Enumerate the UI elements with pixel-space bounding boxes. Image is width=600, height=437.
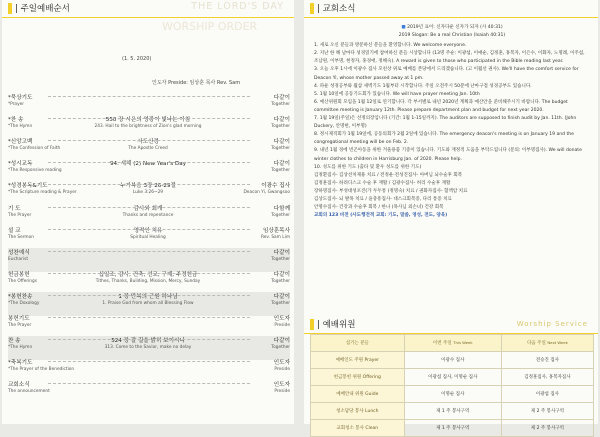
order-row [8,204,290,228]
order-k2: The Prayer [8,323,32,328]
worship-order-header [2,0,294,18]
order-k: 찬 송 [8,338,21,345]
order-r2: Together [271,345,290,351]
order-row [8,358,290,382]
order-k2: *The Prayer of the Benediction [8,367,75,373]
accent-bar [310,3,314,14]
order-k2: The Offerings [8,278,37,284]
news-item: 3. 오늘 오후 1시에 이광수 집사 모친상 위로 예배를 본당에서 드리겠습니다. (고 이월선 권사). We'll have the comfort service for Deacon Yi, whose mother passed away at 1 pm. [314,67,579,81]
order-k2: *The Hymn [8,124,33,130]
order-k: *봉헌찬송 [8,293,33,300]
table-cell-now: 제 1 주 봉사구역 [404,420,501,437]
service-header [304,316,598,334]
order-m: 524 장 갈 길을 밝히 보이시니 [111,338,185,345]
order-r: 다같이 [273,249,290,256]
order-k2: *The Responsive reading [8,168,62,174]
dot-leader [48,207,250,208]
dot-leader [48,273,250,274]
table-cell-next: 김정훈집사, 홍복자집사 [501,369,593,386]
ghost-subtitle: WORSHIP ORDER [162,20,258,33]
service-date: (1. 5. 2020) [122,56,152,62]
table-cell-now: 이광섭 집사, 이명순 집사 [404,369,501,386]
news-item: 장하명집사- 부성대성포진(가 두두통 (정명숙) 치료 / 권화자집사- 혈액암 치료 [314,188,468,194]
order-k: 헌금봉헌 [8,271,30,278]
news-item: 김상도집사- 뇌 발목 치료 / 윤충흥집사- 대스크회복증, 다리 통증 치료 [314,196,452,202]
order-m: 사도신경 [137,139,159,146]
order-r: 다함께 [273,205,290,212]
order-m2: 243. Hail to the brightness of Zion's glad morning [94,124,202,130]
order-m2: Spiritual Healing [130,234,166,240]
table-cell-role: 헌금봉헌 위원 Offering [311,369,405,386]
news-list [314,42,590,220]
col-header: 섬기는 분들 [311,335,405,352]
order-row [8,292,290,316]
order-k: *찬 송 [8,117,24,124]
news-header [304,0,598,18]
slogan-ko: ■ 2019년 표어: 신자다운 신자가 되자 (사 40:31) [401,25,503,30]
section-title: | 교회소식 [317,4,356,14]
order-k2: *The Scripture reading & Prayer [8,190,77,196]
dot-leader [48,383,250,384]
news-item: 7. 1월 19일(주일)은 선정의장입니다 (기간: 1월 1-15일까지). The auditors are supposed to finish audit by Jan. 11th. (John Duckery, 안명현, 이부명) [314,116,577,130]
order-r: 다같이 [273,117,290,124]
table-cell-now: 이명순 집사 [404,386,501,403]
order-row [8,380,290,404]
order-k: 성찬예식 [8,249,30,256]
preside-line: 인도자 Preside: 임상훈 목사 Rev. Sam [152,80,241,86]
order-m: 1 장 만복의 근원 하나님 [118,293,178,300]
service-table [310,334,594,437]
order-k2: Eucharist [8,256,29,262]
col-header: 다음 주일 Next Week [501,335,593,352]
news-item: 9. 내년 1월 경에 빈곤아동을 위한 겨울용품 기증이 있습니다. 기도와 재정적 도움을 부탁드립니다 (문의: 이부명집사). We will donate winter clothes to children in Harrisburg Jan. of 2020. Please help. [314,148,582,162]
order-row [8,226,290,250]
service-table-wrap [310,334,594,437]
accent-bar [310,319,314,330]
order-k: *묵상기도 [8,95,33,101]
dot-leader [48,118,250,119]
order-r2: Together [271,278,290,284]
news-item: 8. 정시제직회가 1월 19일에, 공동의회가 2월 2일에 있습니다. The emergency deacon's meeting is on January 19 and the congregational meeting will be on Feb. 2. [314,132,574,146]
right-page [304,0,598,431]
table-cell-next: 제 2 주 봉사구역 [501,420,593,437]
order-k2: *The Doxology [8,300,40,306]
table-row [311,386,594,403]
order-k: *성시교독 [8,161,33,168]
col-header: 이번 주일 This Week [404,335,501,352]
order-r: 인도자 [273,316,290,322]
order-row [8,137,290,161]
order-row [8,93,290,117]
dot-leader [48,339,250,340]
order-m2: The Apostle Creed [128,146,168,152]
order-k2: *Prayer [8,102,25,107]
order-r: 이광수 집사 [261,183,290,190]
ghost-title: Worship Service [516,320,588,328]
order-m: 누가복음 3장 26-29절 [120,183,176,190]
order-r2: Together [271,256,290,262]
table-header-row [311,335,594,352]
order-k2: The Prayer [8,212,32,218]
order-row [8,181,290,205]
table-cell-next: 전승진 집사 [501,352,593,369]
table-cell-next: 이광섭 집사 [501,386,593,403]
order-k: 기 도 [8,205,21,212]
order-r2: Together [271,300,290,306]
order-row [8,115,290,139]
section-title: | 주일예배순서 [15,4,70,14]
news-item: 김정환집사- 김상선처제용 치료 / 전정운·전성진집사- 아버님 뇌수술후 회복 [314,172,463,178]
dot-leader [48,317,250,318]
table-row [311,403,594,420]
table-row [311,420,594,437]
order-m2: 313. Come to the Savior, make no delay [104,345,192,351]
order-r: 다같이 [273,161,290,168]
order-k2: *The Hymn [8,345,33,351]
order-m: 감사와 회개 [133,205,163,212]
order-r: 임상훈목사 [262,227,290,234]
news-item: 10. 성도를 위한 기도 (출타 및 환우 성도를 위한 기도) [314,164,422,170]
order-m2: Tithes, Thanks, Building, Mission, Mercy, Sunday [95,278,201,284]
order-r2: Together [271,212,290,218]
order-m2: 1. Praise God from whom all Blessing Flow [102,300,194,306]
order-r2: Preside [274,323,290,328]
slogan-en: 2019 Slogan: Be a real Christian (Isaiah 40:31) [398,33,506,39]
news-item: 5. 1월 10일에 공동기도회가 있습니다. We will have prayer meeting Jan. 10th [314,91,480,97]
news-item: 1. 새로 오신 분들과 방문하신 분들을 환영합니다. We welcome everyone. [314,43,467,49]
order-r: 다같이 [273,338,290,345]
dot-leader [48,184,250,185]
order-r2: Preside [274,389,290,395]
order-r: 다같이 [273,95,290,101]
order-k: *축복기도 [8,360,33,367]
news-item: 2. 지난 한 해 날마다 성경읽기에 참여하신 분들 시상합니다 (13명 주순: 이광섭, 이애순, 김정훈, 홍복자, 이은수, 이화자, 노명례, 이주섭, 조남원, 이부명, 현정자, 홍경애, 정해숙). A reward is given to those who participated in the Bible reading last year. [314,51,585,65]
news-item: 김정훈집사- 하려디스크 수술 후 재활 / 김광수집사- 허리 수술후 재활 [314,180,451,186]
table-row [311,369,594,386]
order-r2: Deacon Yi, Gwangsoo [243,190,290,196]
order-m2: Thanks and repentance [122,212,174,218]
table-cell-role: 교회청소 봉사 Clean [311,420,405,437]
table-cell-role: 예배인도 주원 Prayer [311,352,405,369]
news-item: 안명수집사- 건강과 수술후 회복 / 한나 (목사님 외손녀) 건강 회복 [314,205,444,211]
order-row [8,270,290,294]
dot-leader [48,251,250,252]
news-item: 교회의 123 비전 (사도행전적 교회: 기도, 말씀, 영성, 전도, 양육) [314,213,448,219]
order-row [8,159,290,183]
order-k: *신앙고백 [8,139,33,146]
dot-leader [48,229,250,230]
order-r: 인도자 [273,382,290,389]
accent-bar [8,3,12,14]
order-r2: Together [271,146,290,152]
order-k2: *The Confession of Faith [8,146,61,152]
table-cell-role: 청소담당 봉사 Lunch [311,403,405,420]
order-m2: Luke 3:26~29 [132,190,164,196]
order-k2: The announcement [8,389,50,395]
order-row [8,314,290,338]
news-body [314,24,590,220]
order-r: 다같이 [273,293,290,300]
table-cell-now: 제 1 주 봉사구역 [404,403,501,420]
order-r2: Together [271,124,290,130]
news-item: 6. 예산위원회 모임을 1월 12일로 연기합니다. 각 부서별로 내년 2020년 계획과 예산안을 준비해주시기 바랍니다. The budget committee meeting is January 12th. Please prepare department plan and budget for next year 2020. [314,99,568,113]
dot-leader [48,140,250,141]
order-r2: Rev. Sam Lim [260,234,290,240]
table-cell-next: 제 2 주 봉사구역 [501,403,593,420]
dot-leader [48,96,250,97]
left-page [2,0,294,424]
order-k: 설 교 [8,227,21,234]
dot-leader [48,361,250,362]
order-k2: The Sermon [8,234,34,240]
order-r: 다같이 [273,271,290,278]
order-r2: Together [271,102,290,107]
order-r2: Preside [274,367,290,373]
order-k: *성경봉독&기도 [8,183,48,190]
table-row [311,352,594,369]
ghost-title: THE LORD'S DAY [191,1,284,12]
order-row [8,248,290,272]
order-k: 교회소식 [8,382,30,389]
table-cell-now: 이광수 집사 [404,352,501,369]
order-m: 영적인 치유 [133,227,163,234]
news-item: 4. 파운 성경공부와 월삼 새벽기도 1월부터 시작합니다. 주일 오전주시 50분에 난마구점 성경공부도 있습니다. [314,83,532,89]
order-m: 십일조, 감사, 건축, 선교, 구제, 주정헌금 [98,271,198,278]
order-r: 다같이 [273,139,290,146]
dot-leader [48,162,250,163]
dot-leader [48,295,250,296]
order-r: 인도자 [273,360,290,367]
order-m: 550 장 시온의 영광이 빛나는 아침 [105,117,191,124]
order-k: 봉헌기도 [8,316,30,322]
order-m: 94. 새해 (2) New Year's Day [109,161,187,168]
order-r2: Together [271,168,290,174]
table-cell-role: 예배안내 위원 Guide [311,386,405,403]
section-title: | 예배위원 [317,320,356,330]
order-row [8,336,290,360]
